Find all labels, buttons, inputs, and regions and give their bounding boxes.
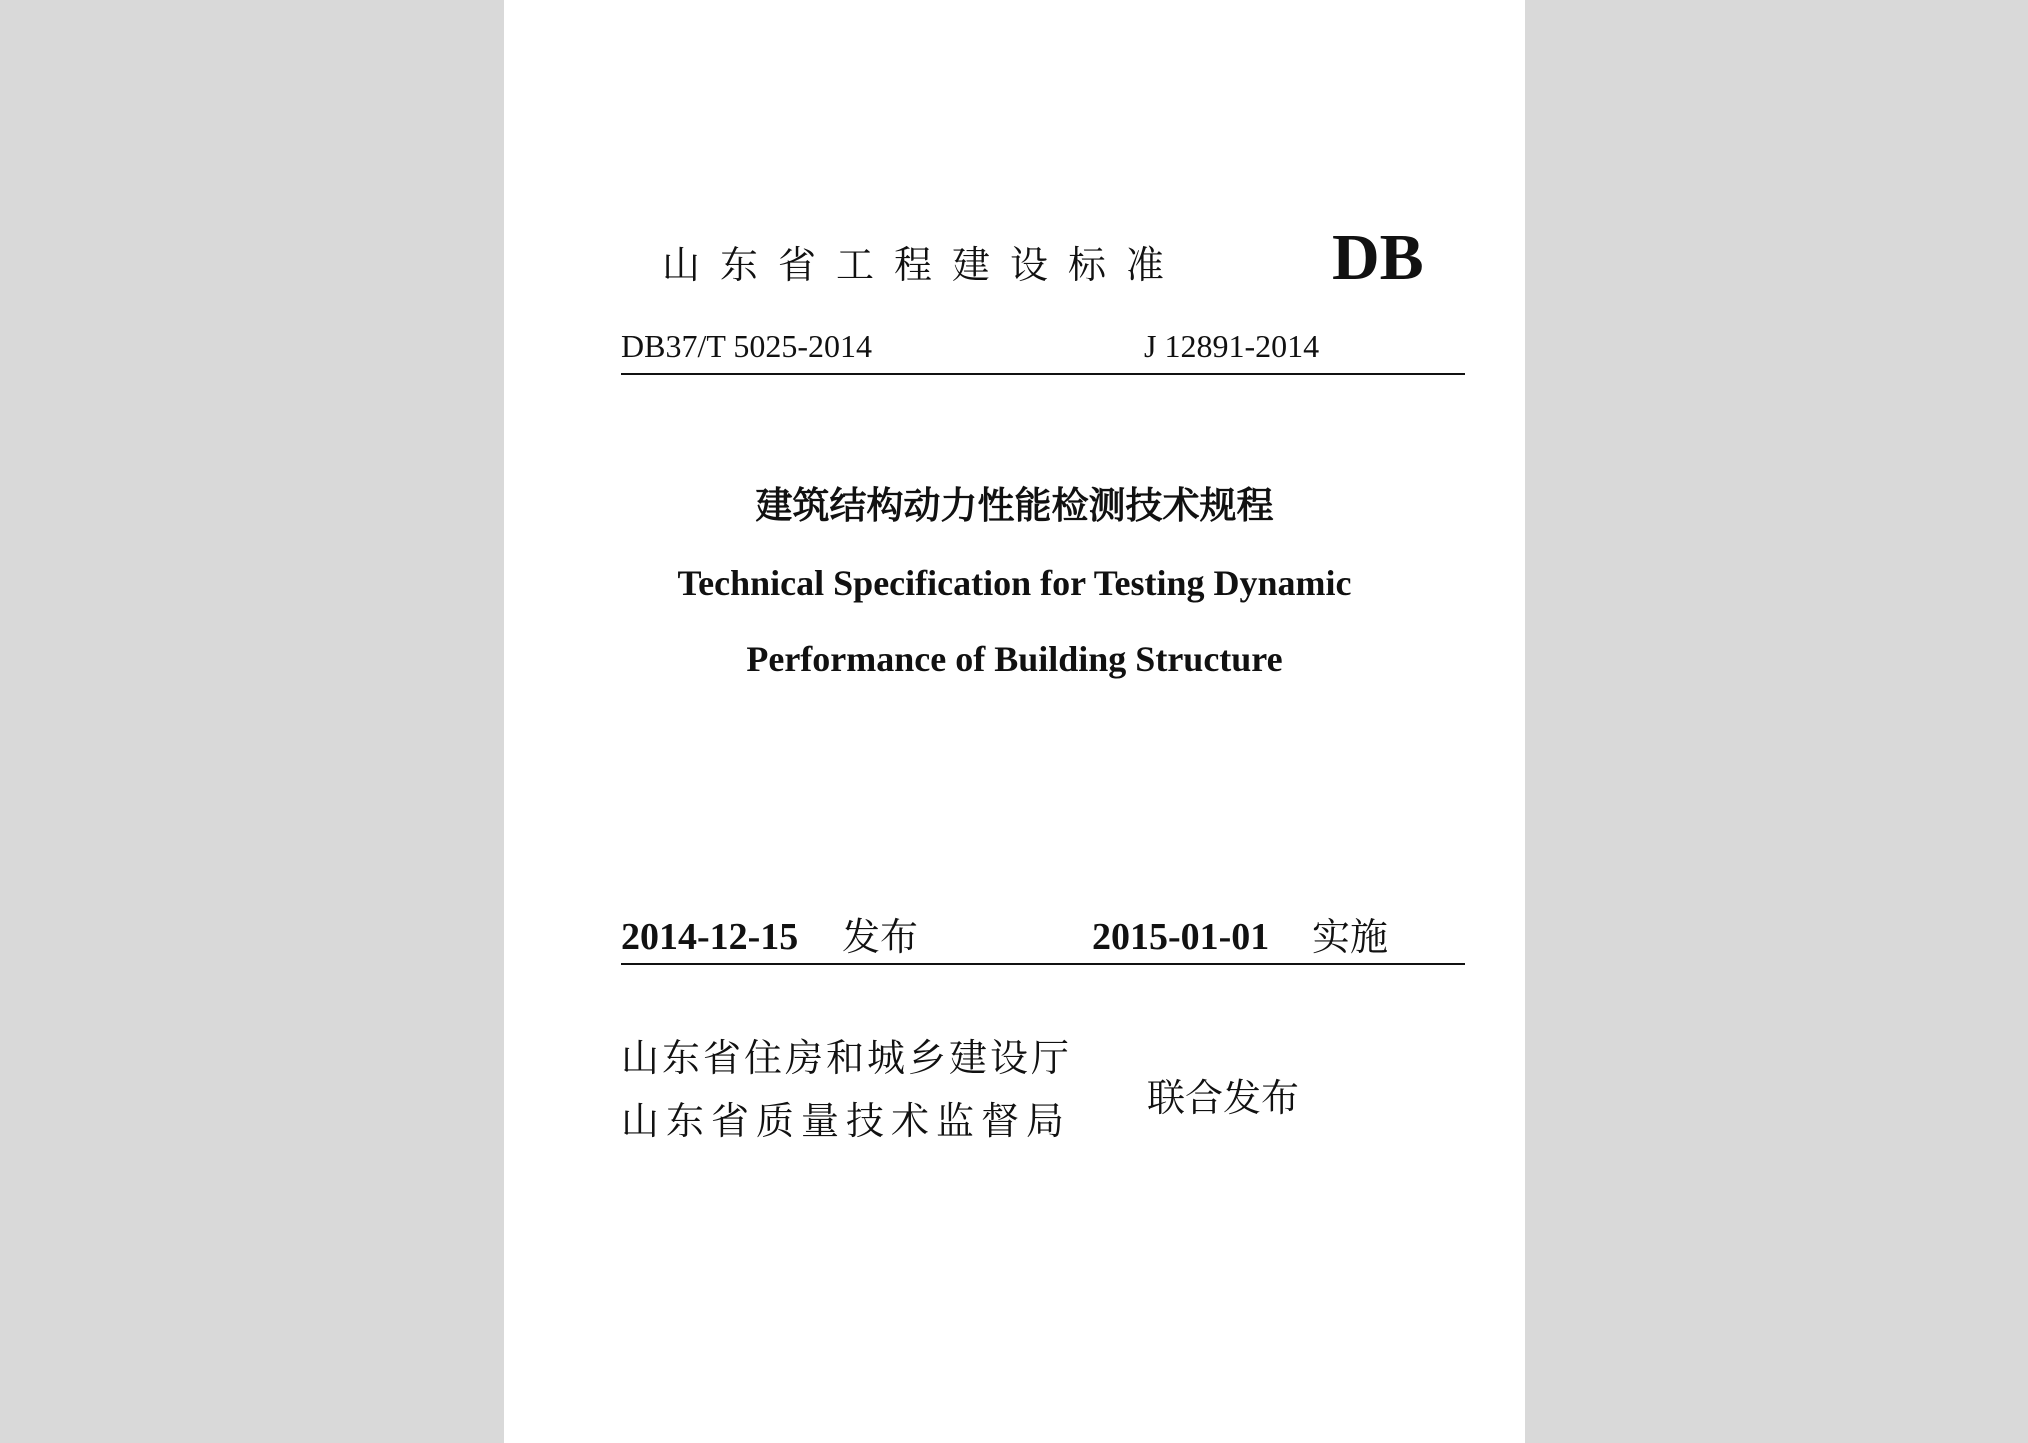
header-divider [621,373,1465,375]
issuer-quality-bureau: 山东省质量技术监督局 [621,1099,1072,1143]
issuer-housing-department: 山东省住房和城乡建设厅 [621,1036,1073,1080]
title-english-line-1: Technical Specification for Testing Dynamic [677,563,1352,603]
implementation-date: 2015-01-01 [1092,916,1270,958]
document-page [504,0,1525,1443]
joint-issue-label: 联合发布 [1147,1076,1300,1120]
issue-date: 2014-12-15 [621,916,799,958]
db-mark: DB [1332,221,1424,294]
record-number: J 12891-2014 [1144,328,1320,364]
implementation-label: 实施 [1312,915,1389,959]
issue-label: 发布 [842,915,919,959]
title-english-line-2: Performance of Building Structure [746,639,1283,679]
standard-number: DB37/T 5025-2014 [621,328,872,364]
date-divider [621,963,1465,965]
title-chinese: 建筑结构动力性能检测技术规程 [755,483,1274,527]
standard-category: 山东省工程建设标准 [662,243,1185,287]
